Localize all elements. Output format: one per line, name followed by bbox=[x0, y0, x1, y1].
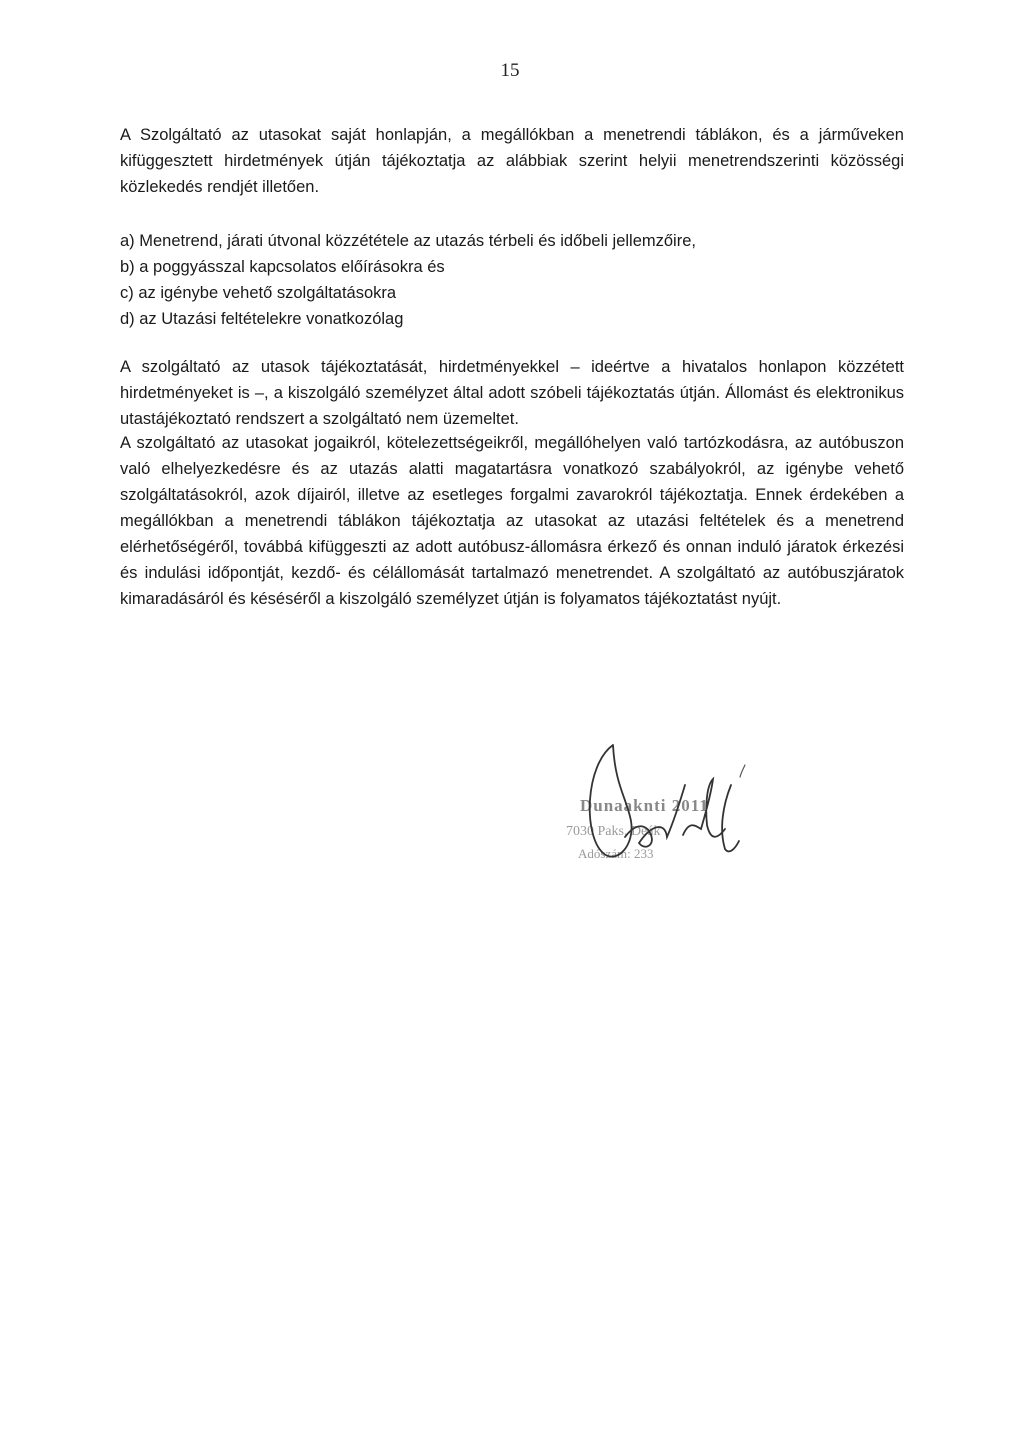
paragraph-intro: A Szolgáltató az utasokat saját honlapján, a megállókban a menetrendi táblákon, és a járműveken kifüggesztett hirdetmények útján tájékoztatja az alábbiak szerint helyii menetrendszerinti közösségi közlekedés rendjét illetően. bbox=[120, 126, 904, 196]
stamp-line-company: Dunaaknti 2011 bbox=[580, 796, 709, 815]
page-number: 15 bbox=[500, 60, 520, 81]
information-list bbox=[120, 228, 904, 332]
list-item: a) Menetrend, járati útvonal közzététele az utazás térbeli és időbeli jellemzőire, bbox=[120, 232, 696, 250]
stamp-line-tax-number: Adószám: 233 bbox=[578, 846, 654, 861]
list-item: c) az igénybe vehető szolgáltatásokra bbox=[120, 284, 397, 302]
list-item: d) az Utazási feltételekre vonatkozólag bbox=[120, 310, 404, 328]
stamp-line-address: 7030 Paks, Deák bbox=[566, 824, 661, 839]
paragraph-information-channels: A szolgáltató az utasok tájékoztatását, hirdetményekkel – ideértve a hivatalos honlapon közzétett hirdetményeket is –, a kiszolgáló személyzet által adott szóbeli tájékoztatás útján. Állomást és elektronikus utastájékoztató rendszert a szolgáltató nem üzemeltet. bbox=[120, 358, 904, 428]
paragraph-passenger-rights: A szolgáltató az utasokat jogaikról, kötelezettségeikről, megállóhelyen való tartózkodásra, az autóbuszon való elhelyezkedésre és az utazás alatti magatartásra vonatkozó szabályokról, az igénybe vehető szolgáltatásokról, azok díjairól, illetve az esetleges forgalmi zavarokról tájékoztatja. Ennek érdekében a megállókban a menetrendi táblákon tájékoztatja az utasokat az utazási feltételek és a menetrend elérhetőségéről, továbbá kifüggeszti az adott autóbusz-állomásra érkező és onnan induló járatok érkezési és indulási időpontját, kezdő- és célállomását tartalmazó menetrendet. A szolgáltató az autóbuszjáratok kimaradásáról és késéséről a kiszolgáló személyzet útján is folyamatos tájékoztatást nyújt. bbox=[120, 434, 904, 608]
handwritten-signature-icon bbox=[555, 725, 765, 895]
list-item: b) a poggyásszal kapcsolatos előírásokra és bbox=[120, 258, 445, 276]
